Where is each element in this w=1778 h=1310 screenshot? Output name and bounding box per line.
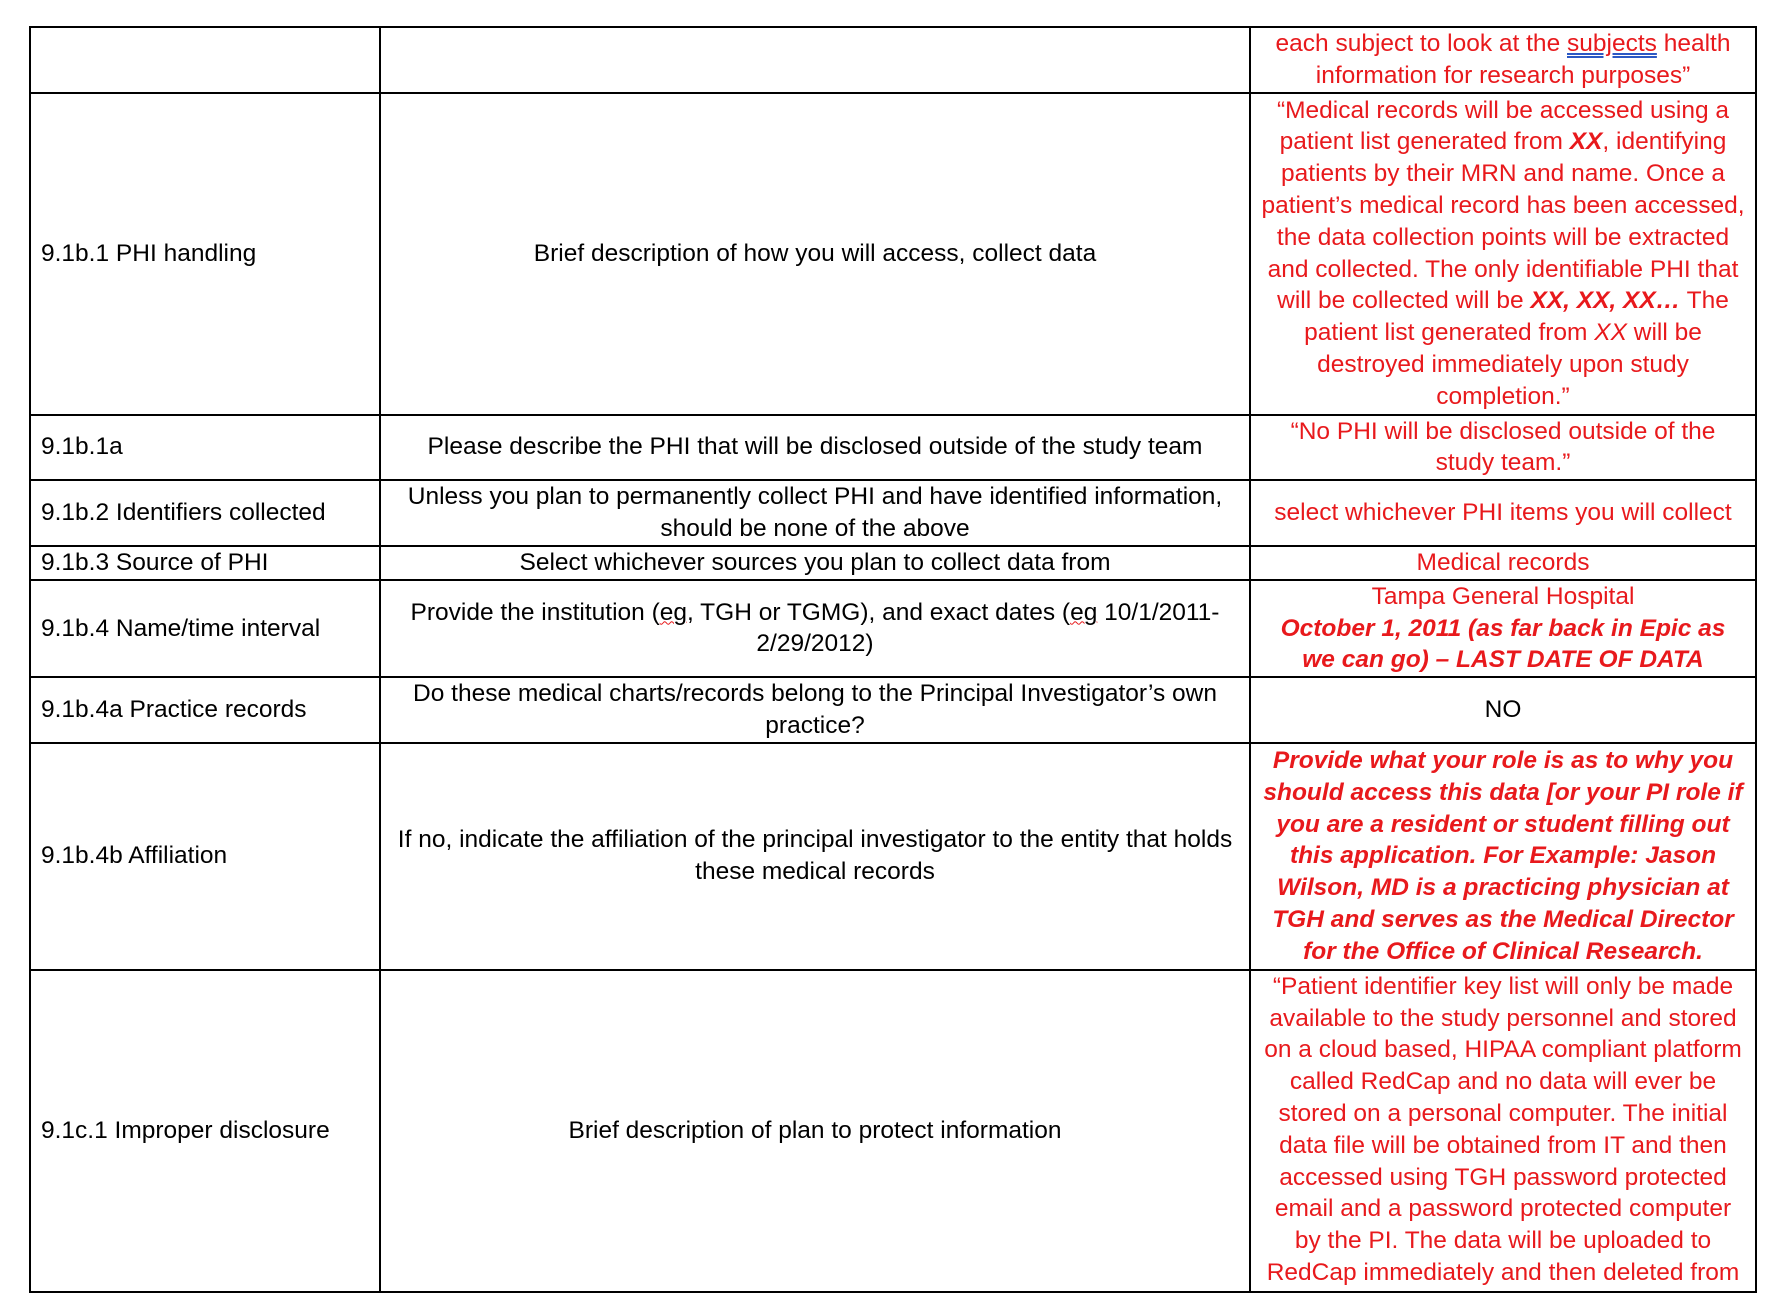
row-response (1250, 93, 1756, 415)
table-row (30, 580, 1756, 677)
response-text: The patient list generated from (1304, 287, 1729, 347)
row-label: 9.1b.4b Affiliation (30, 743, 380, 970)
phi-form-table (29, 26, 1757, 1293)
table-row (30, 27, 1756, 93)
response-text: “Medical records will be accessed using a patient list generated from (1276, 96, 1730, 156)
row-description: If no, indicate the affiliation of the principal investigator to the entity that holds these medical records (380, 743, 1250, 970)
row-description: Please describe the PHI that will be disclosed outside of the study team (380, 415, 1250, 481)
response-text: , identifying patients by their MRN and name. Once a patient’s medical record has been accessed, the data collection points will be extracted and collected. The only identifiable PHI that will be collected will be (1261, 128, 1745, 315)
table-row (30, 743, 1756, 970)
row-response: select whichever PHI items you will collect (1250, 480, 1756, 546)
placeholder-xx: XX (1569, 128, 1603, 156)
row-label (30, 27, 380, 93)
placeholder-xx: XX (1594, 319, 1627, 347)
row-description: Brief description of how you will access, collect data (380, 93, 1250, 415)
table-row (30, 93, 1756, 415)
table-row (30, 546, 1756, 580)
row-response: Provide what your role is as to why you should access this data [or your PI role if you are a resident or student filling out this application. For Example: Jason Wilson, MD is a practicing physician at TGH and serves as the Medical Director for the Office of Clinical Research. (1250, 743, 1756, 970)
response-text: each subject to look at the (1275, 30, 1567, 57)
row-response: NO (1250, 677, 1756, 743)
underlined-word: subjects (1567, 30, 1657, 57)
row-response (1250, 580, 1756, 677)
row-label: 9.1b.4 Name/time interval (30, 580, 380, 677)
row-label: 9.1c.1 Improper disclosure (30, 970, 380, 1292)
response-text: will be destroyed immediately upon study completion.” (1317, 319, 1702, 410)
table-row (30, 415, 1756, 481)
row-label: 9.1b.2 Identifiers collected (30, 480, 380, 546)
table-row (30, 677, 1756, 743)
row-label: 9.1b.1 PHI handling (30, 93, 380, 415)
spell-flagged-word: eg (659, 598, 687, 626)
response-line-emphasis: October 1, 2011 (as far back in Epic as we can go) – LAST DATE OF DATA (1280, 614, 1726, 674)
spell-flagged-word: eg (1070, 598, 1098, 626)
description-text: 10/1/2011-2/29/2012) (756, 598, 1220, 658)
row-response: Medical records (1250, 546, 1756, 580)
table-row (30, 480, 1756, 546)
row-description: Brief description of plan to protect information (380, 970, 1250, 1292)
description-text: Provide the institution ( (410, 598, 660, 626)
row-description: Do these medical charts/records belong to the Principal Investigator’s own practice? (380, 677, 1250, 743)
row-description: Unless you plan to permanently collect PHI and have identified information, should be none of the above (380, 480, 1250, 546)
row-label: 9.1b.3 Source of PHI (30, 546, 380, 580)
description-text: , TGH or TGMG), and exact dates ( (687, 598, 1071, 626)
row-description (380, 27, 1250, 93)
response-text: health information for research purposes” (1315, 30, 1731, 89)
placeholder-xx: XX, XX, XX… (1530, 287, 1681, 315)
row-label: 9.1b.1a (30, 415, 380, 481)
row-response: “No PHI will be disclosed outside of the study team.” (1250, 415, 1756, 481)
response-line: Tampa General Hospital (1371, 582, 1635, 610)
row-response (1250, 27, 1756, 93)
row-response: “Patient identifier key list will only be made available to the study personnel and stored on a cloud based, HIPAA compliant platform called RedCap and no data will ever be stored on a personal computer. The initial data file will be obtained from IT and then accessed using TGH password protected email and a password protected computer by the PI. The data will be uploaded to RedCap immediately and then deleted from (1250, 970, 1756, 1292)
row-description (380, 580, 1250, 677)
table-row (30, 970, 1756, 1292)
row-description: Select whichever sources you plan to collect data from (380, 546, 1250, 580)
row-label: 9.1b.4a Practice records (30, 677, 380, 743)
